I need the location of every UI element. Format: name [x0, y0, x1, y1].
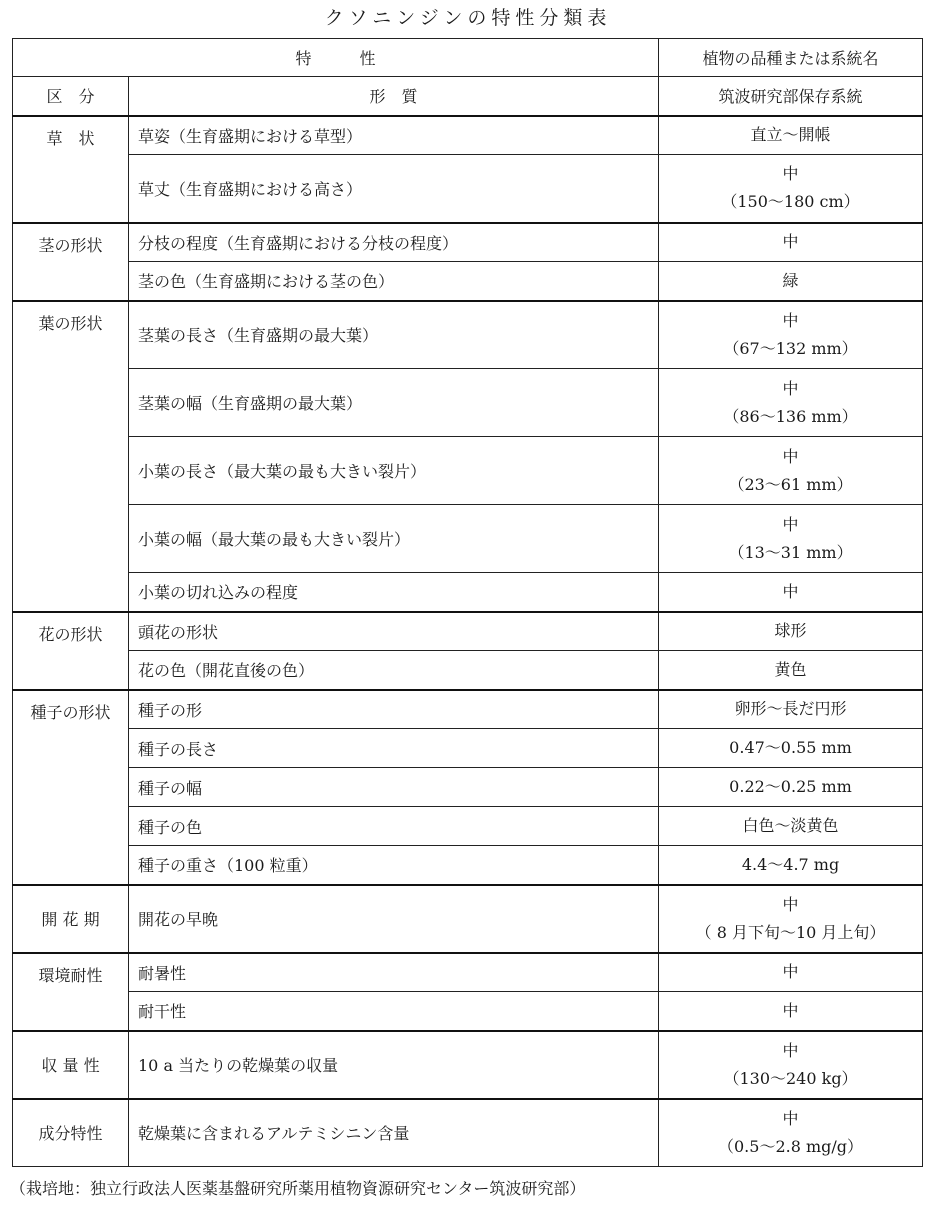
category-cell: 種子の形状: [13, 690, 129, 885]
value-line: 0.22～0.25 mm: [729, 777, 852, 796]
value-line: 中: [782, 1108, 799, 1128]
header-line-name: 筑波研究部保存系統: [659, 77, 923, 116]
trait-cell: 草姿（生育盛期における草型）: [129, 116, 659, 155]
trait-cell: 開花の早晩: [129, 885, 659, 953]
trait-cell: 種子の長さ: [129, 729, 659, 768]
header-variety: 植物の品種または系統名: [659, 39, 923, 77]
trait-cell: 種子の重さ（100 粒重）: [129, 846, 659, 885]
value-line: 中: [782, 164, 799, 184]
table-row: [13, 301, 923, 369]
value-line: 0.47～0.55 mm: [729, 738, 852, 757]
trait-cell: 耐暑性: [129, 953, 659, 992]
trait-cell: 種子の色: [129, 807, 659, 846]
trait-cell: 小葉の切れ込みの程度: [129, 573, 659, 612]
subheader-row: [13, 77, 923, 116]
value-line: 直立～開帳: [750, 125, 831, 145]
value-cell: [659, 155, 923, 223]
trait-cell: 種子の形: [129, 690, 659, 729]
value-range-line: （23～61 mm）: [728, 474, 853, 494]
value-cell: [659, 768, 923, 807]
table-row: [13, 155, 923, 223]
value-cell: [659, 223, 923, 262]
value-range-line: （13～31 mm）: [728, 542, 853, 562]
value-cell: [659, 437, 923, 505]
trait-cell: 10 a 当たりの乾燥葉の収量: [129, 1031, 659, 1099]
category-cell: 成分特性: [13, 1099, 129, 1167]
table-row: [13, 690, 923, 729]
characteristics-table: [12, 38, 923, 1167]
value-cell: [659, 573, 923, 612]
value-range-line: （150～180 cm）: [721, 192, 860, 212]
value-line: 球形: [774, 621, 807, 641]
value-line: 中: [782, 446, 799, 466]
table-row: [13, 953, 923, 992]
value-line: 中: [782, 962, 799, 982]
table-row: [13, 651, 923, 690]
value-range-line: （0.5～2.8 mg/g）: [718, 1136, 864, 1156]
trait-cell: 乾燥葉に含まれるアルテミシニン含量: [129, 1099, 659, 1167]
category-cell: 葉の形状: [13, 301, 129, 612]
cultivation-site-note: （栽培地：独立行政法人医薬基盤研究所薬用植物資源研究センター筑波研究部）: [10, 1179, 586, 1198]
value-cell: [659, 262, 923, 301]
value-cell: [659, 885, 923, 953]
document-title: クソニンジンの特性分類表: [324, 7, 612, 29]
value-range-line: （86～136 mm）: [723, 406, 858, 426]
value-line: 緑: [782, 270, 799, 290]
trait-cell: 花の色（開花直後の色）: [129, 651, 659, 690]
category-cell: 草 状: [13, 116, 129, 223]
trait-cell: 小葉の長さ（最大葉の最も大きい裂片）: [129, 437, 659, 505]
category-cell: 花の形状: [13, 612, 129, 690]
header-characteristic: 特 性: [13, 39, 659, 77]
category-cell: 開 花 期: [13, 885, 129, 953]
category-cell: 環境耐性: [13, 953, 129, 1031]
table-row: [13, 807, 923, 846]
value-line: 中: [782, 1000, 799, 1020]
category-cell: 収 量 性: [13, 1031, 129, 1099]
table-row: [13, 505, 923, 573]
trait-cell: 頭花の形状: [129, 612, 659, 651]
value-cell: [659, 301, 923, 369]
table-row: [13, 1031, 923, 1099]
value-line: 中: [782, 514, 799, 534]
trait-cell: 茎葉の長さ（生育盛期の最大葉）: [129, 301, 659, 369]
table-row: [13, 369, 923, 437]
value-cell: [659, 116, 923, 155]
value-line: 中: [782, 310, 799, 330]
table-row: [13, 885, 923, 953]
value-cell: [659, 729, 923, 768]
trait-cell: 草丈（生育盛期における高さ）: [129, 155, 659, 223]
value-line: 卵形～長だ円形: [734, 699, 847, 719]
value-cell: [659, 505, 923, 573]
value-line: 中: [782, 894, 799, 914]
trait-cell: 小葉の幅（最大葉の最も大きい裂片）: [129, 505, 659, 573]
value-range-line: （ 8 月下旬～10 月上旬）: [695, 922, 886, 942]
value-cell: [659, 612, 923, 651]
value-cell: [659, 369, 923, 437]
table-row: [13, 846, 923, 885]
category-cell: 茎の形状: [13, 223, 129, 301]
value-line: 4.4～4.7 mg: [741, 854, 840, 874]
table-row: [13, 992, 923, 1031]
value-line: 黄色: [774, 659, 807, 679]
value-line: 中: [782, 378, 799, 398]
table-row: [13, 262, 923, 301]
trait-cell: 茎の色（生育盛期における茎の色）: [129, 262, 659, 301]
table-row: [13, 729, 923, 768]
trait-cell: 分枝の程度（生育盛期における分枝の程度）: [129, 223, 659, 262]
value-line: 白色～淡黄色: [742, 816, 839, 835]
value-line: 中: [782, 232, 799, 252]
header-division: 区 分: [13, 77, 129, 116]
value-cell: [659, 953, 923, 992]
value-cell: [659, 807, 923, 846]
trait-cell: 耐干性: [129, 992, 659, 1031]
value-cell: [659, 690, 923, 729]
header-trait: 形 質: [129, 77, 659, 116]
value-cell: [659, 992, 923, 1031]
value-cell: [659, 1031, 923, 1099]
table-row: [13, 437, 923, 505]
table-row: [13, 116, 923, 155]
trait-cell: 茎葉の幅（生育盛期の最大葉）: [129, 369, 659, 437]
value-cell: [659, 846, 923, 885]
value-cell: [659, 651, 923, 690]
value-line: 中: [782, 581, 799, 601]
value-range-line: （67～132 mm）: [723, 338, 858, 358]
value-cell: [659, 1099, 923, 1167]
value-line: 中: [782, 1040, 799, 1060]
table-row: [13, 612, 923, 651]
table-row: [13, 223, 923, 262]
table-row: [13, 573, 923, 612]
header-row: [13, 39, 923, 77]
trait-cell: 種子の幅: [129, 768, 659, 807]
table-row: [13, 1099, 923, 1167]
value-range-line: （130～240 kg）: [723, 1068, 858, 1088]
table-row: [13, 768, 923, 807]
